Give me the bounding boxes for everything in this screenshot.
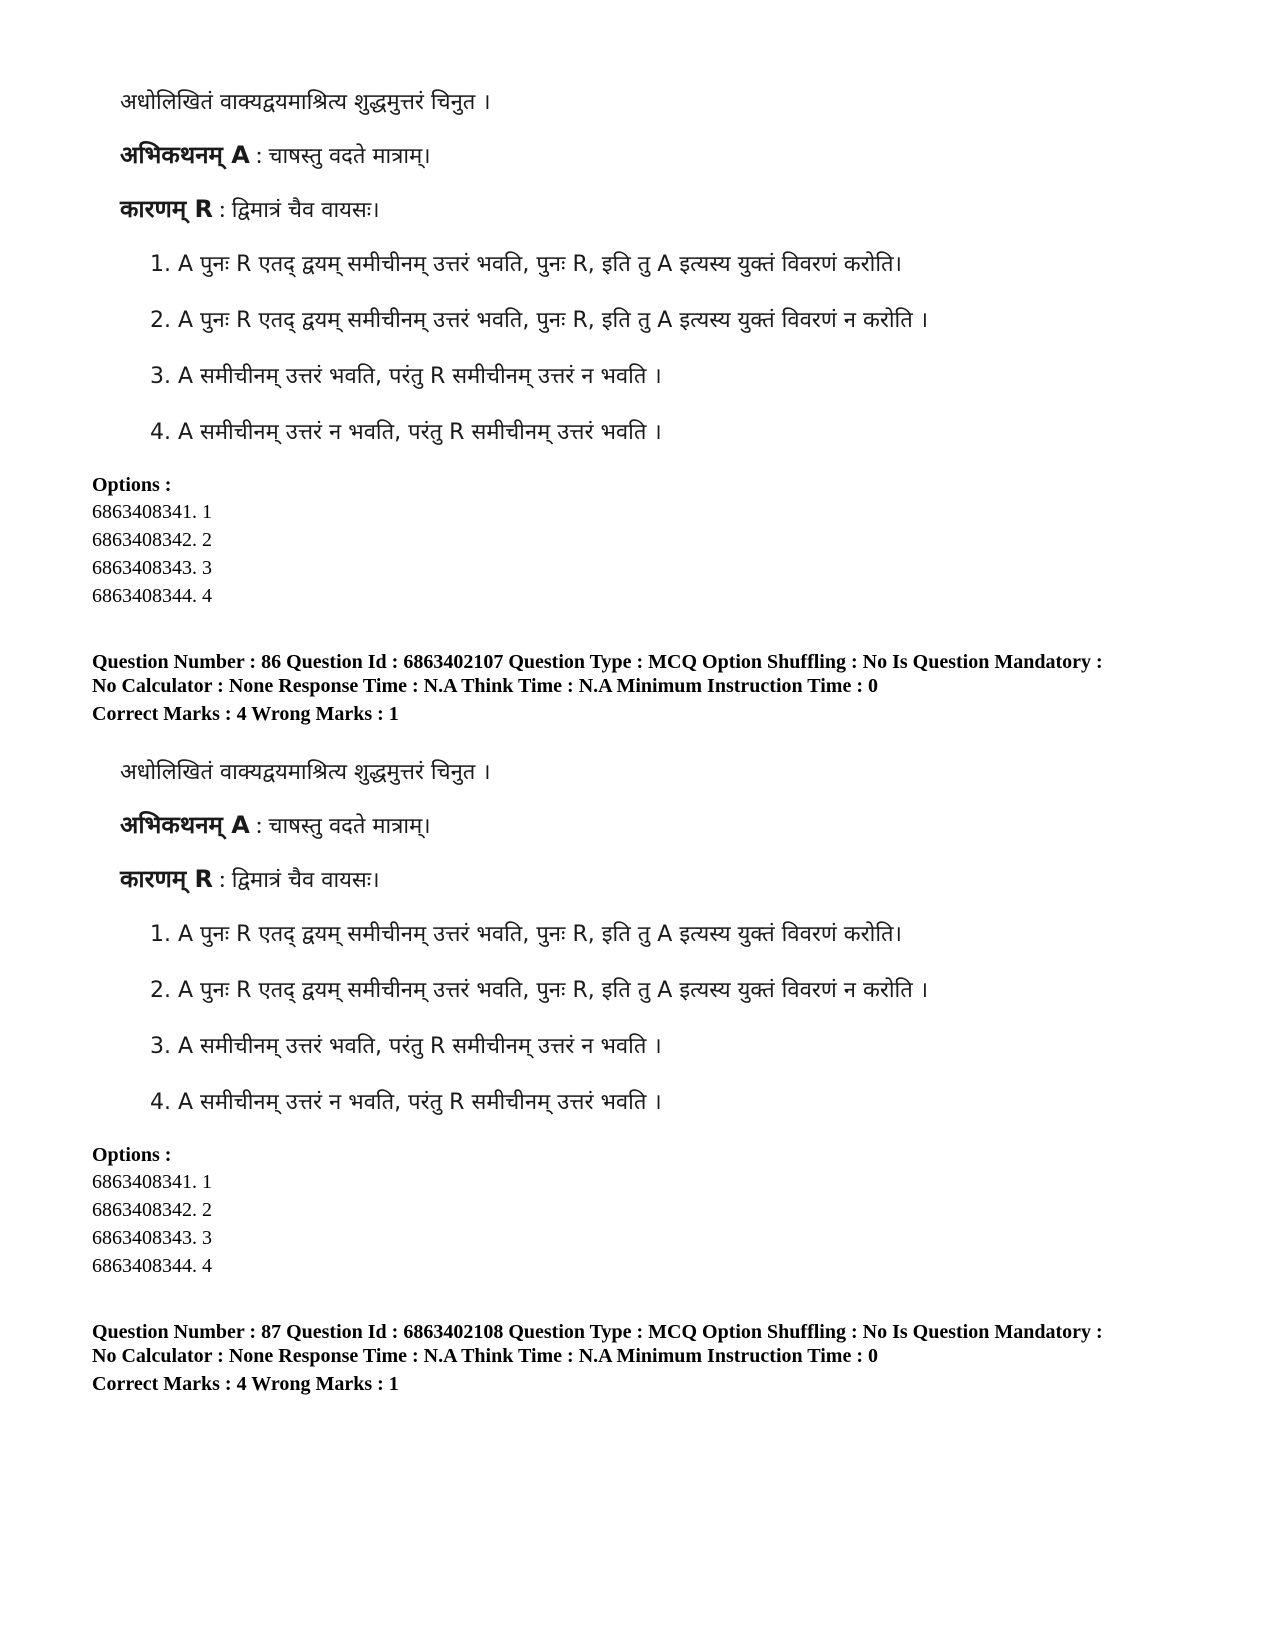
option-2: 6863408342. 2 xyxy=(92,1199,212,1221)
reason-text: द्विमात्रं चैव वायसः। xyxy=(231,868,380,893)
marks-line: Correct Marks : 4 Wrong Marks : 1 xyxy=(92,703,399,725)
assertion-label: अभिकथनम् A xyxy=(120,141,250,169)
assertion-line xyxy=(120,138,431,171)
reason-label: कारणम् R xyxy=(120,865,214,893)
options-block-2 xyxy=(92,1144,1192,1284)
statement-1: 1. A पुनः R एतद् द्वयम् समीचीनम् उत्तरं भवति, पुनः R, इति तु A इत्यस्य युक्तं विवरणं करोति। xyxy=(150,252,902,277)
assertion-sep: : xyxy=(249,143,269,169)
statement-3: 3. A समीचीनम् उत्तरं भवति, परंतु R समीचीनम् उत्तरं न भवति । xyxy=(150,364,662,389)
option-4: 6863408344. 4 xyxy=(92,1255,212,1277)
option-3: 6863408343. 3 xyxy=(92,1227,212,1249)
option-2: 6863408342. 2 xyxy=(92,529,212,551)
assertion-line xyxy=(120,808,431,841)
meta-line-2: No Calculator : None Response Time : N.A Think Time : N.A Minimum Instruction Time : 0 xyxy=(92,675,878,697)
option-1: 6863408341. 1 xyxy=(92,1171,212,1193)
assertion-text: चाषस्तु वदते मात्राम्। xyxy=(268,814,431,839)
reason-sep: : xyxy=(213,867,232,893)
question-meta-86 xyxy=(92,650,1103,726)
meta-line-1: Question Number : 86 Question Id : 6863402107 Question Type : MCQ Option Shuffling : No Is Question Mandatory : xyxy=(92,651,1103,673)
reason-line xyxy=(120,862,380,895)
question-image-1 xyxy=(92,80,1192,460)
reason-line xyxy=(120,192,380,225)
option-3: 6863408343. 3 xyxy=(92,557,212,579)
statement-1: 1. A पुनः R एतद् द्वयम् समीचीनम् उत्तरं भवति, पुनः R, इति तु A इत्यस्य युक्तं विवरणं करोति। xyxy=(150,922,902,947)
assertion-label: अभिकथनम् A xyxy=(120,811,250,839)
statement-2: 2. A पुनः R एतद् द्वयम् समीचीनम् उत्तरं भवति, पुनः R, इति तु A इत्यस्य युक्तं विवरणं न करोति । xyxy=(150,978,929,1003)
option-1: 6863408341. 1 xyxy=(92,501,212,523)
meta-line-2: No Calculator : None Response Time : N.A Think Time : N.A Minimum Instruction Time : 0 xyxy=(92,1345,878,1367)
assertion-sep: : xyxy=(249,813,269,839)
statement-3: 3. A समीचीनम् उत्तरं भवति, परंतु R समीचीनम् उत्तरं न भवति । xyxy=(150,1034,662,1059)
marks-line: Correct Marks : 4 Wrong Marks : 1 xyxy=(92,1373,399,1395)
instruction-text: अधोलिखितं वाक्यद्वयमाश्रित्य शुद्धमुत्तरं चिनुत । xyxy=(120,90,491,115)
statement-4: 4. A समीचीनम् उत्तरं न भवति, परंतु R समीचीनम् उत्तरं भवति । xyxy=(150,1090,662,1115)
question-meta-87 xyxy=(92,1320,1103,1396)
question-image-2 xyxy=(92,750,1192,1130)
instruction-text: अधोलिखितं वाक्यद्वयमाश्रित्य शुद्धमुत्तरं चिनुत । xyxy=(120,760,491,785)
options-label: Options : xyxy=(92,1144,172,1166)
options-label: Options : xyxy=(92,474,172,496)
assertion-text: चाषस्तु वदते मात्राम्। xyxy=(268,144,431,169)
statement-4: 4. A समीचीनम् उत्तरं न भवति, परंतु R समीचीनम् उत्तरं भवति । xyxy=(150,420,662,445)
reason-sep: : xyxy=(213,197,232,223)
reason-text: द्विमात्रं चैव वायसः। xyxy=(231,198,380,223)
options-block-1 xyxy=(92,474,1192,614)
meta-line-1: Question Number : 87 Question Id : 6863402108 Question Type : MCQ Option Shuffling : No Is Question Mandatory : xyxy=(92,1321,1103,1343)
statement-2: 2. A पुनः R एतद् द्वयम् समीचीनम् उत्तरं भवति, पुनः R, इति तु A इत्यस्य युक्तं विवरणं न करोति । xyxy=(150,308,929,333)
reason-label: कारणम् R xyxy=(120,195,214,223)
option-4: 6863408344. 4 xyxy=(92,585,212,607)
